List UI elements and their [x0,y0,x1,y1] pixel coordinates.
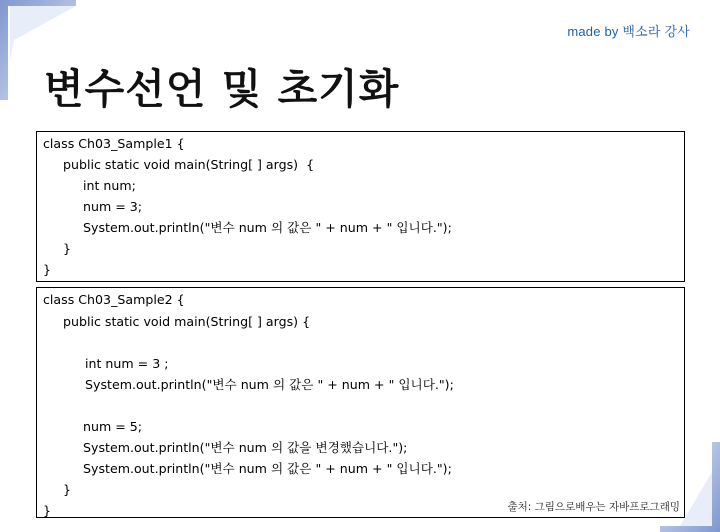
code-line: System.out.println("변수 num 의 값을 변경했습니다."); [83,440,408,455]
code-line: int num = 3 ; [85,356,169,371]
code-block-sample1 [36,131,685,282]
source-citation: 출처: 그림으로배우는 자바프로그래밍 [507,501,680,513]
code-line: public static void main(String[ ] args) { [63,314,311,329]
page-title: 변수선언 및 초기화 [44,65,400,113]
code-line: public static void main(String[ ] args) { [63,157,315,172]
code-line: System.out.println("변수 num 의 값은 " + num + " 입니다."); [83,461,452,476]
author-credit: made by 백소라 강사 [567,24,690,39]
code-line: System.out.println("변수 num 의 값은 " + num + " 입니다."); [83,220,452,235]
code-block-sample2 [36,287,685,518]
code-line: num = 5; [83,419,143,434]
code-line: } [43,262,52,277]
code-line: } [63,482,72,497]
code-line: num = 3; [83,199,143,214]
code-line: } [43,503,52,518]
code-line: class Ch03_Sample2 { [43,292,185,307]
code-line: System.out.println("변수 num 의 값은 " + num + " 입니다."); [85,377,454,392]
code-line: class Ch03_Sample1 { [43,136,185,151]
code-line: int num; [83,178,136,193]
code-line: } [63,241,72,256]
